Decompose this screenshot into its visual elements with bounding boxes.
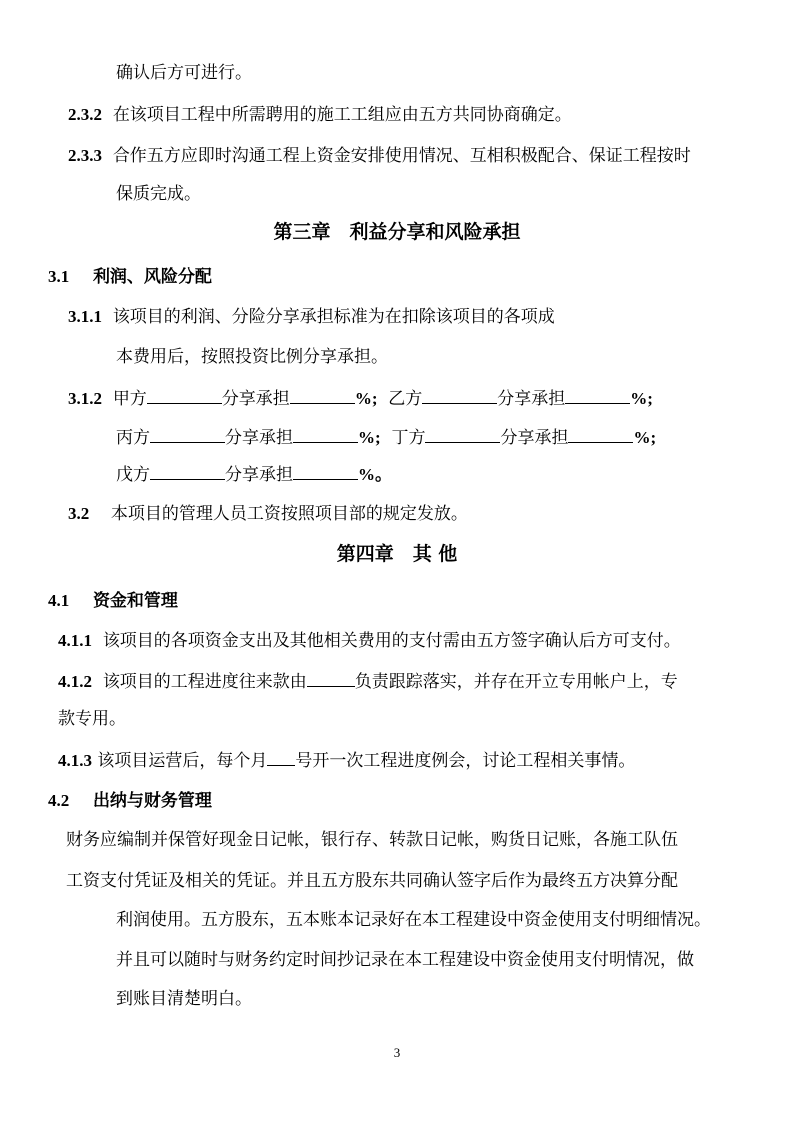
clause-2-3-2: 2.3.2 在该项目工程中所需聘用的施工工组应由五方共同协商确定。 <box>68 105 572 125</box>
paragraph-line: 到账目清楚明白。 <box>116 989 252 1009</box>
blank-field[interactable] <box>422 387 497 404</box>
paragraph-line: 工资支付凭证及相关的凭证。并且五方股东共同确认签字后作为最终五方决算分配 <box>66 871 678 891</box>
chapter-3-heading: 第三章 利益分享和风险承担 <box>273 221 521 243</box>
section-4-1-heading: 4.1 资金和管理 <box>48 591 178 611</box>
text-line: 本费用后，按照投资比例分享承担。 <box>116 347 388 367</box>
blank-field[interactable] <box>293 463 358 480</box>
text-line: 款专用。 <box>58 709 126 729</box>
chapter-4-heading: 第四章 其 他 <box>336 543 458 565</box>
blank-field[interactable] <box>293 426 358 443</box>
section-3-1-heading: 3.1 利润、风险分配 <box>48 267 212 287</box>
blank-field[interactable] <box>307 670 355 687</box>
paragraph-line: 并且可以随时与财务约定时间抄记录在本工程建设中资金使用支付明情况，做 <box>116 950 694 970</box>
text-line: 保质完成。 <box>116 184 201 204</box>
clause-2-3-3: 2.3.3 合作五方应即时沟通工程上资金安排使用情况、互相积极配合、保证工程按时 <box>68 146 691 166</box>
paragraph-line: 利润使用。五方股东，五本账本记录好在本工程建设中资金使用支付明细情况。 <box>116 910 711 930</box>
clause-4-1-1: 4.1.1 该项目的各项资金支出及其他相关费用的支付需由五方签字确认后方可支付。 <box>58 631 681 651</box>
share-line: 戊方 分享承担 %。 <box>116 465 392 485</box>
clause-3-2: 3.2 本项目的管理人员工资按照项目部的规定发放。 <box>68 504 468 524</box>
clause-4-1-3: 4.1.3 该项目运营后，每个月 号开一次工程进度例会，讨论工程相关事情。 <box>58 751 636 771</box>
clause-3-1-2: 3.1.2 甲方 分享承担 %; 乙方 分享承担 %; <box>68 389 653 409</box>
blank-field[interactable] <box>425 426 500 443</box>
blank-field[interactable] <box>267 749 295 766</box>
blank-field[interactable] <box>290 387 355 404</box>
blank-field[interactable] <box>147 387 222 404</box>
clause-4-1-2: 4.1.2 该项目的工程进度往来款由 负责跟踪落实，并存在开立专用帐户上，专 <box>58 672 678 692</box>
section-4-2-heading: 4.2 出纳与财务管理 <box>48 791 212 811</box>
paragraph-line: 财务应编制并保管好现金日记帐，银行存、转款日记帐，购货日记账，各施工队伍 <box>66 830 678 850</box>
clause-3-1-1: 3.1.1 该项目的利润、分险分享承担标准为在扣除该项目的各项成 <box>68 307 555 327</box>
text-line: 确认后方可进行。 <box>116 63 252 83</box>
page-number: 3 <box>393 1045 401 1060</box>
blank-field[interactable] <box>150 463 225 480</box>
blank-field[interactable] <box>150 426 225 443</box>
blank-field[interactable] <box>568 426 633 443</box>
blank-field[interactable] <box>565 387 630 404</box>
share-line: 丙方 分享承担 %; 丁方 分享承担 %; <box>116 428 657 448</box>
